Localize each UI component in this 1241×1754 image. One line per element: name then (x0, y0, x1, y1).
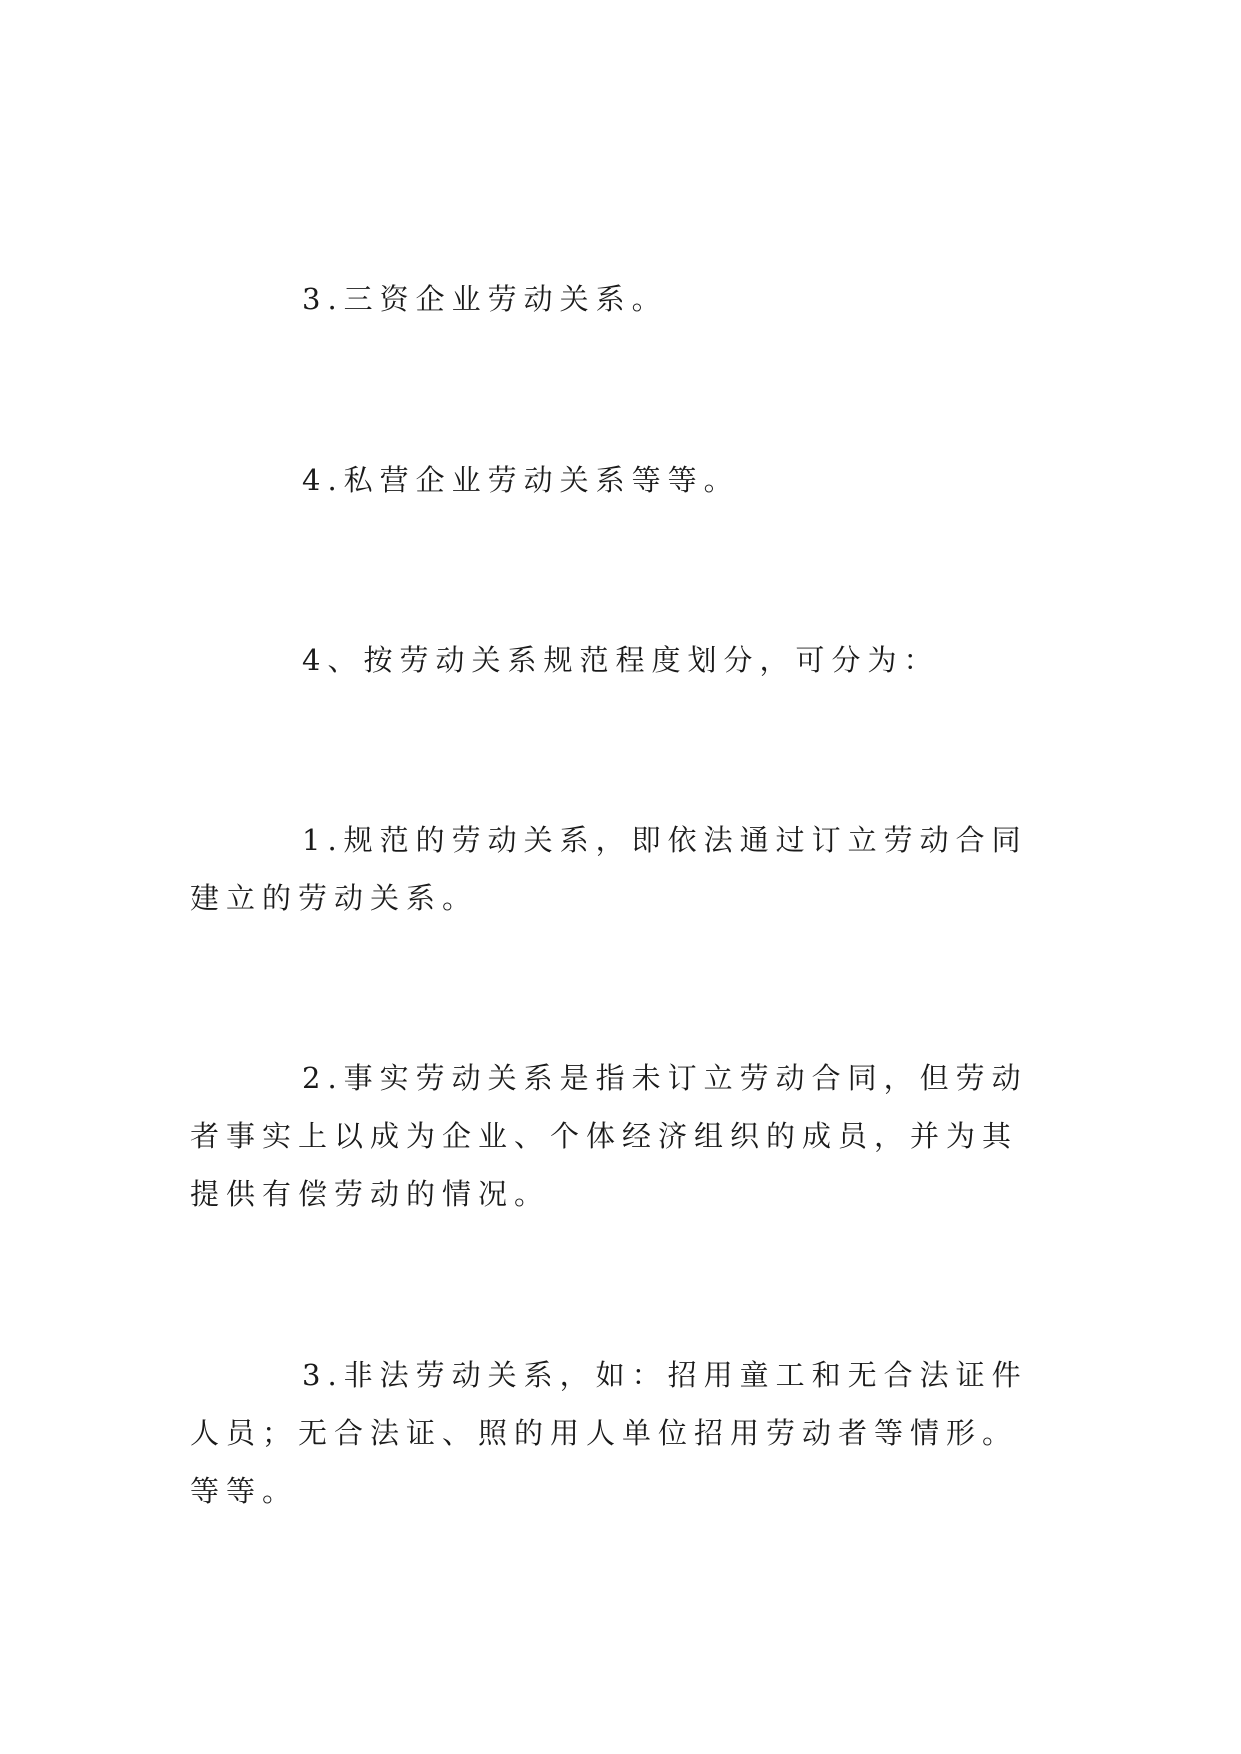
paragraph-de-facto-labor-relation: 2.事实劳动关系是指未订立劳动合同，但劳动者事实上以成为企业、个体经济组织的成员，并为其提供有偿劳动的情况。 (190, 1061, 1028, 1211)
paragraph-classification-heading: 4、按劳动关系规范程度划分，可分为： (302, 643, 940, 677)
paragraph-illegal-labor-relation: 3.非法劳动关系，如：招用童工和无合法证件人员；无合法证、照的用人单位招用劳动者等情形。等等。 (190, 1358, 1028, 1508)
paragraph-standard-labor-relation: 1.规范的劳动关系，即依法通过订立劳动合同建立的劳动关系。 (190, 823, 1028, 915)
paragraph-three-foreign-investment: 3.三资企业劳动关系。 (302, 282, 668, 316)
paragraph-private-enterprise: 4.私营企业劳动关系等等。 (302, 463, 740, 497)
